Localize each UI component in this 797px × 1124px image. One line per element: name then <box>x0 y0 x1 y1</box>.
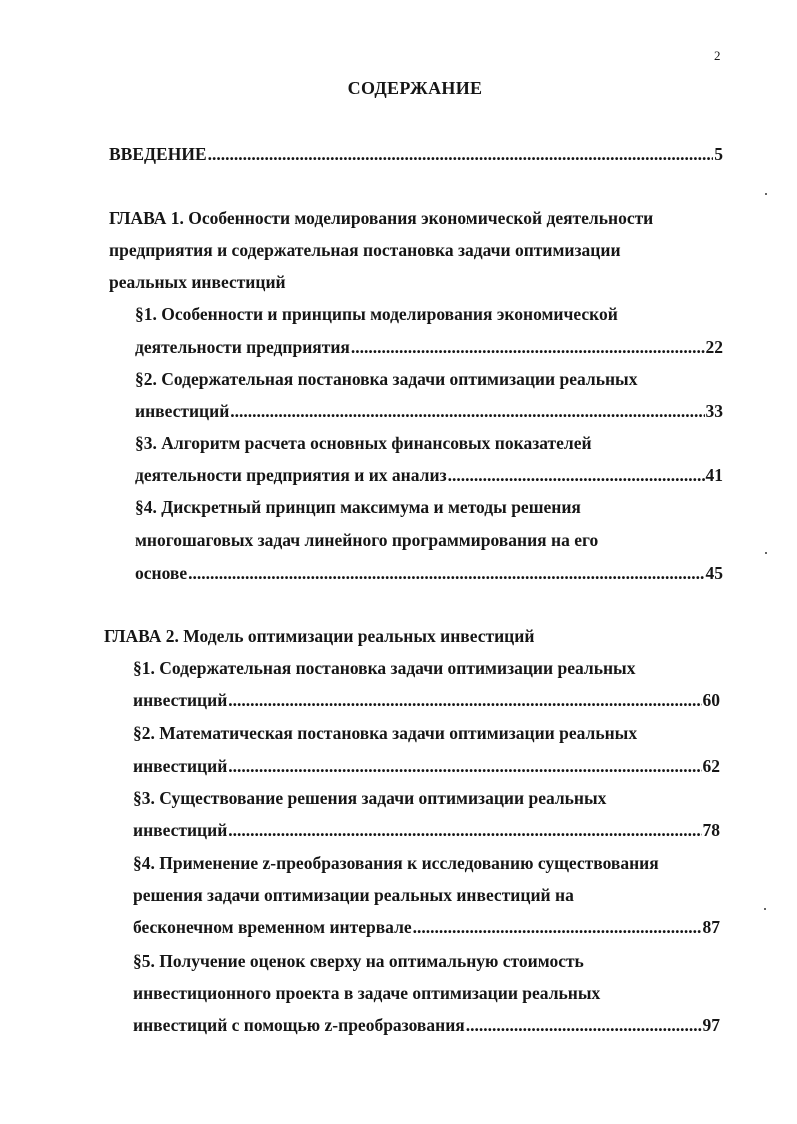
leader-dots <box>208 144 714 164</box>
section-leader-line <box>135 401 723 421</box>
section-leader-line <box>133 690 720 710</box>
section-title-last: бесконечном временном интервале <box>133 917 412 937</box>
leader-dots <box>448 465 705 485</box>
section-title-line: инвестиционного проекта в задаче оптимизации реальных <box>133 983 601 1003</box>
section-title-line: §5. Получение оценок сверху на оптимальную стоимость <box>133 951 584 971</box>
section-title-line: решения задачи оптимизации реальных инвестиций на <box>133 885 574 905</box>
page-title: СОДЕРЖАНИЕ <box>347 78 483 98</box>
leader-dots <box>413 917 702 937</box>
toc-entry-intro[interactable] <box>109 144 723 164</box>
section-page: 45 <box>705 563 723 583</box>
section-title-line: §3. Существование решения задачи оптимизации реальных <box>133 788 607 808</box>
scan-speck <box>764 908 766 910</box>
section-leader-line <box>133 917 720 937</box>
section-title-last: инвестиций <box>133 756 228 776</box>
section-leader-line <box>133 756 720 776</box>
section-title-last: инвестиций <box>135 401 230 421</box>
section-leader-line <box>135 337 723 357</box>
section-leader-line <box>133 1015 720 1035</box>
chapter-heading-line: предприятия и содержательная постановка задачи оптимизации <box>109 240 621 260</box>
section-title-last: инвестиций с помощью z-преобразования <box>133 1015 465 1035</box>
section-page: 60 <box>702 690 720 710</box>
leader-dots <box>228 756 701 776</box>
leader-dots <box>228 820 701 840</box>
scan-speck <box>765 193 767 195</box>
section-page: 62 <box>702 756 720 776</box>
section-page: 78 <box>702 820 720 840</box>
section-title-line: §1. Особенности и принципы моделирования экономической <box>135 304 618 324</box>
leader-dots <box>188 563 704 583</box>
section-page: 97 <box>702 1015 720 1035</box>
section-leader-line <box>135 563 723 583</box>
section-page: 22 <box>705 337 723 357</box>
section-leader-line <box>135 465 723 485</box>
leader-dots <box>230 401 704 421</box>
leader-dots <box>228 690 701 710</box>
section-title-line: §1. Содержательная постановка задачи оптимизации реальных <box>133 658 636 678</box>
section-leader-line <box>133 820 720 840</box>
scan-speck <box>765 552 767 554</box>
chapter-heading-line: реальных инвестиций <box>109 272 286 292</box>
section-title-last: деятельности предприятия <box>135 337 350 357</box>
leader-dots <box>466 1015 702 1035</box>
leader-dots <box>351 337 705 357</box>
section-title-line: многошаговых задач линейного программирования на его <box>135 530 599 550</box>
section-title-last: инвестиций <box>133 690 228 710</box>
section-title-line: §4. Применение z-преобразования к исследованию существования <box>133 853 659 873</box>
section-title-last: основе <box>135 563 188 583</box>
toc-entry-page: 5 <box>714 144 723 164</box>
section-title-line: §4. Дискретный принцип максимума и методы решения <box>135 497 581 517</box>
toc-entry-label: ВВЕДЕНИЕ <box>109 144 207 164</box>
section-page: 87 <box>702 917 720 937</box>
section-title-last: деятельности предприятия и их анализ <box>135 465 447 485</box>
chapter-heading-line: ГЛАВА 1. Особенности моделирования экономической деятельности <box>109 208 654 228</box>
section-title-last: инвестиций <box>133 820 228 840</box>
section-page: 33 <box>705 401 723 421</box>
chapter-2-heading: ГЛАВА 2. Модель оптимизации реальных инвестиций <box>104 626 535 646</box>
section-page: 41 <box>705 465 723 485</box>
section-title-line: §2. Содержательная постановка задачи оптимизации реальных <box>135 369 638 389</box>
section-title-line: §3. Алгоритм расчета основных финансовых показателей <box>135 433 592 453</box>
section-title-line: §2. Математическая постановка задачи оптимизации реальных <box>133 723 638 743</box>
page-number: 2 <box>714 48 721 63</box>
